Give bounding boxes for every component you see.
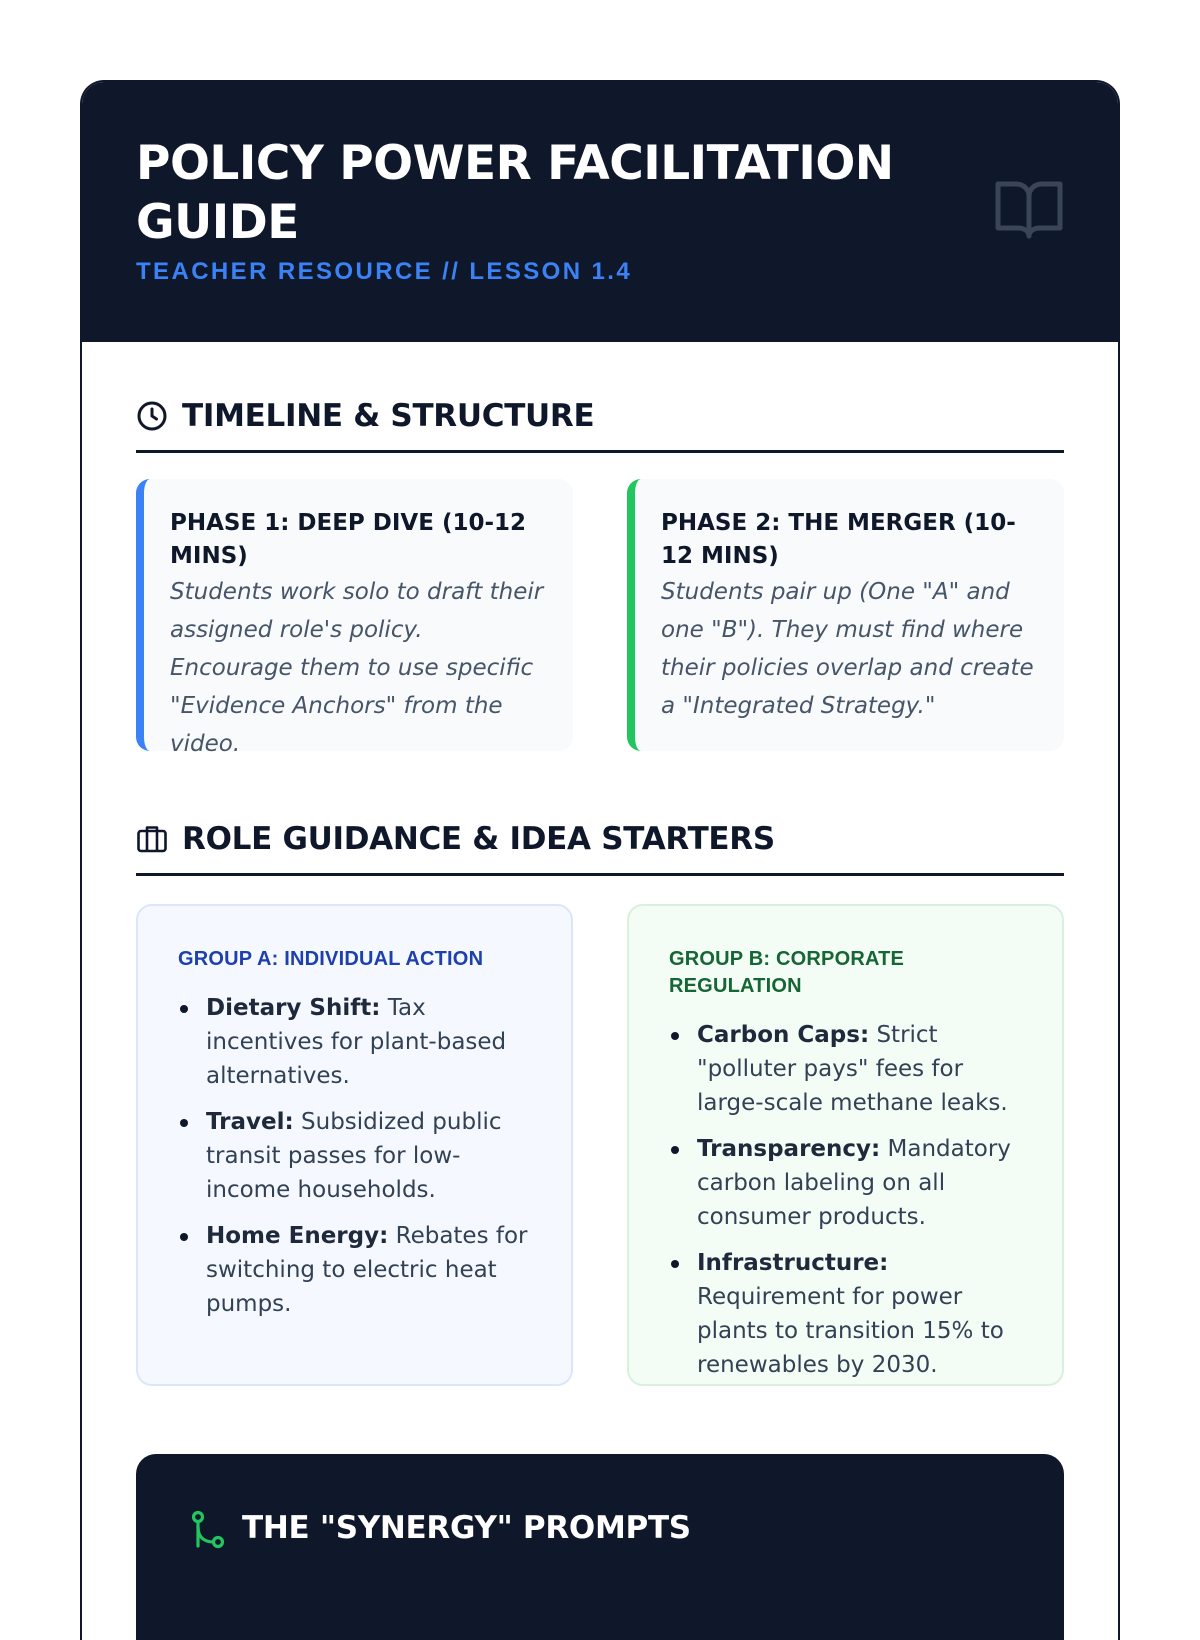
item-text: Mandatory carbon labeling on all consumer products.: [697, 1136, 1011, 1230]
item-text: Requirement for power plants to transition 15% to renewables by 2030.: [697, 1284, 1004, 1378]
timeline-section-header: [136, 398, 1064, 453]
guide-header: [82, 82, 1118, 342]
list-item: [178, 991, 533, 1093]
page-subtitle: TEACHER RESOURCE // LESSON 1.4: [136, 258, 633, 285]
group-b-card: [627, 904, 1064, 1386]
synergy-panel: [136, 1454, 1064, 1640]
timeline-heading: TIMELINE & STRUCTURE: [182, 398, 595, 434]
item-text: Tax incentives for plant-based alternatives.: [206, 995, 507, 1089]
phase-title: PHASE 2: THE MERGER (10-12 MINS): [661, 510, 1016, 569]
guide-body: [82, 398, 1118, 1640]
phase-cards: [136, 479, 1064, 757]
idea-list: [178, 991, 533, 1321]
idea-list: [669, 1018, 1024, 1382]
list-item: [669, 1018, 1024, 1120]
roles-section-header: [136, 821, 1064, 876]
list-item: [669, 1132, 1024, 1234]
item-text: Strict "polluter pays" fees for large-scale methane leaks.: [697, 1022, 1008, 1116]
facilitation-guide-card: [80, 80, 1120, 1640]
page-title: POLICY POWER FACILITATION GUIDE: [136, 136, 894, 250]
item-label: Home Energy:: [206, 1223, 389, 1249]
git-branch-icon: [190, 1510, 226, 1550]
book-open-icon: [994, 178, 1064, 242]
phase-card-2: [627, 479, 1064, 751]
group-title: GROUP A: INDIVIDUAL ACTION: [178, 948, 484, 970]
phase-description: Students pair up (One "A" and one "B"). They must find where their policies overlap and create a "Integrated Strategy.": [661, 579, 1034, 719]
group-a-card: [136, 904, 573, 1386]
item-label: Travel:: [206, 1109, 294, 1135]
item-label: Transparency:: [697, 1136, 881, 1162]
list-item: [178, 1105, 533, 1207]
phase-card-1: [136, 479, 573, 757]
phase-title: PHASE 1: DEEP DIVE (10-12 MINS): [170, 510, 527, 569]
group-title: GROUP B: CORPORATE REGULATION: [669, 948, 905, 997]
item-label: Carbon Caps:: [697, 1022, 870, 1048]
list-item: [178, 1219, 533, 1321]
item-text: Subsidized public transit passes for low-income households.: [206, 1109, 502, 1203]
list-item: [669, 1246, 1024, 1382]
item-label: Dietary Shift:: [206, 995, 381, 1021]
role-groups: [136, 904, 1064, 1386]
clock-icon: [136, 400, 168, 432]
briefcase-icon: [136, 823, 168, 855]
roles-heading: ROLE GUIDANCE & IDEA STARTERS: [182, 821, 775, 857]
phase-description: Students work solo to draft their assigned role's policy. Encourage them to use specific "Evidence Anchors" from the video.: [170, 579, 544, 757]
synergy-heading: THE "SYNERGY" PROMPTS: [242, 1510, 691, 1546]
item-text: Rebates for switching to electric heat pumps.: [206, 1223, 528, 1317]
item-label: Infrastructure:: [697, 1250, 889, 1276]
